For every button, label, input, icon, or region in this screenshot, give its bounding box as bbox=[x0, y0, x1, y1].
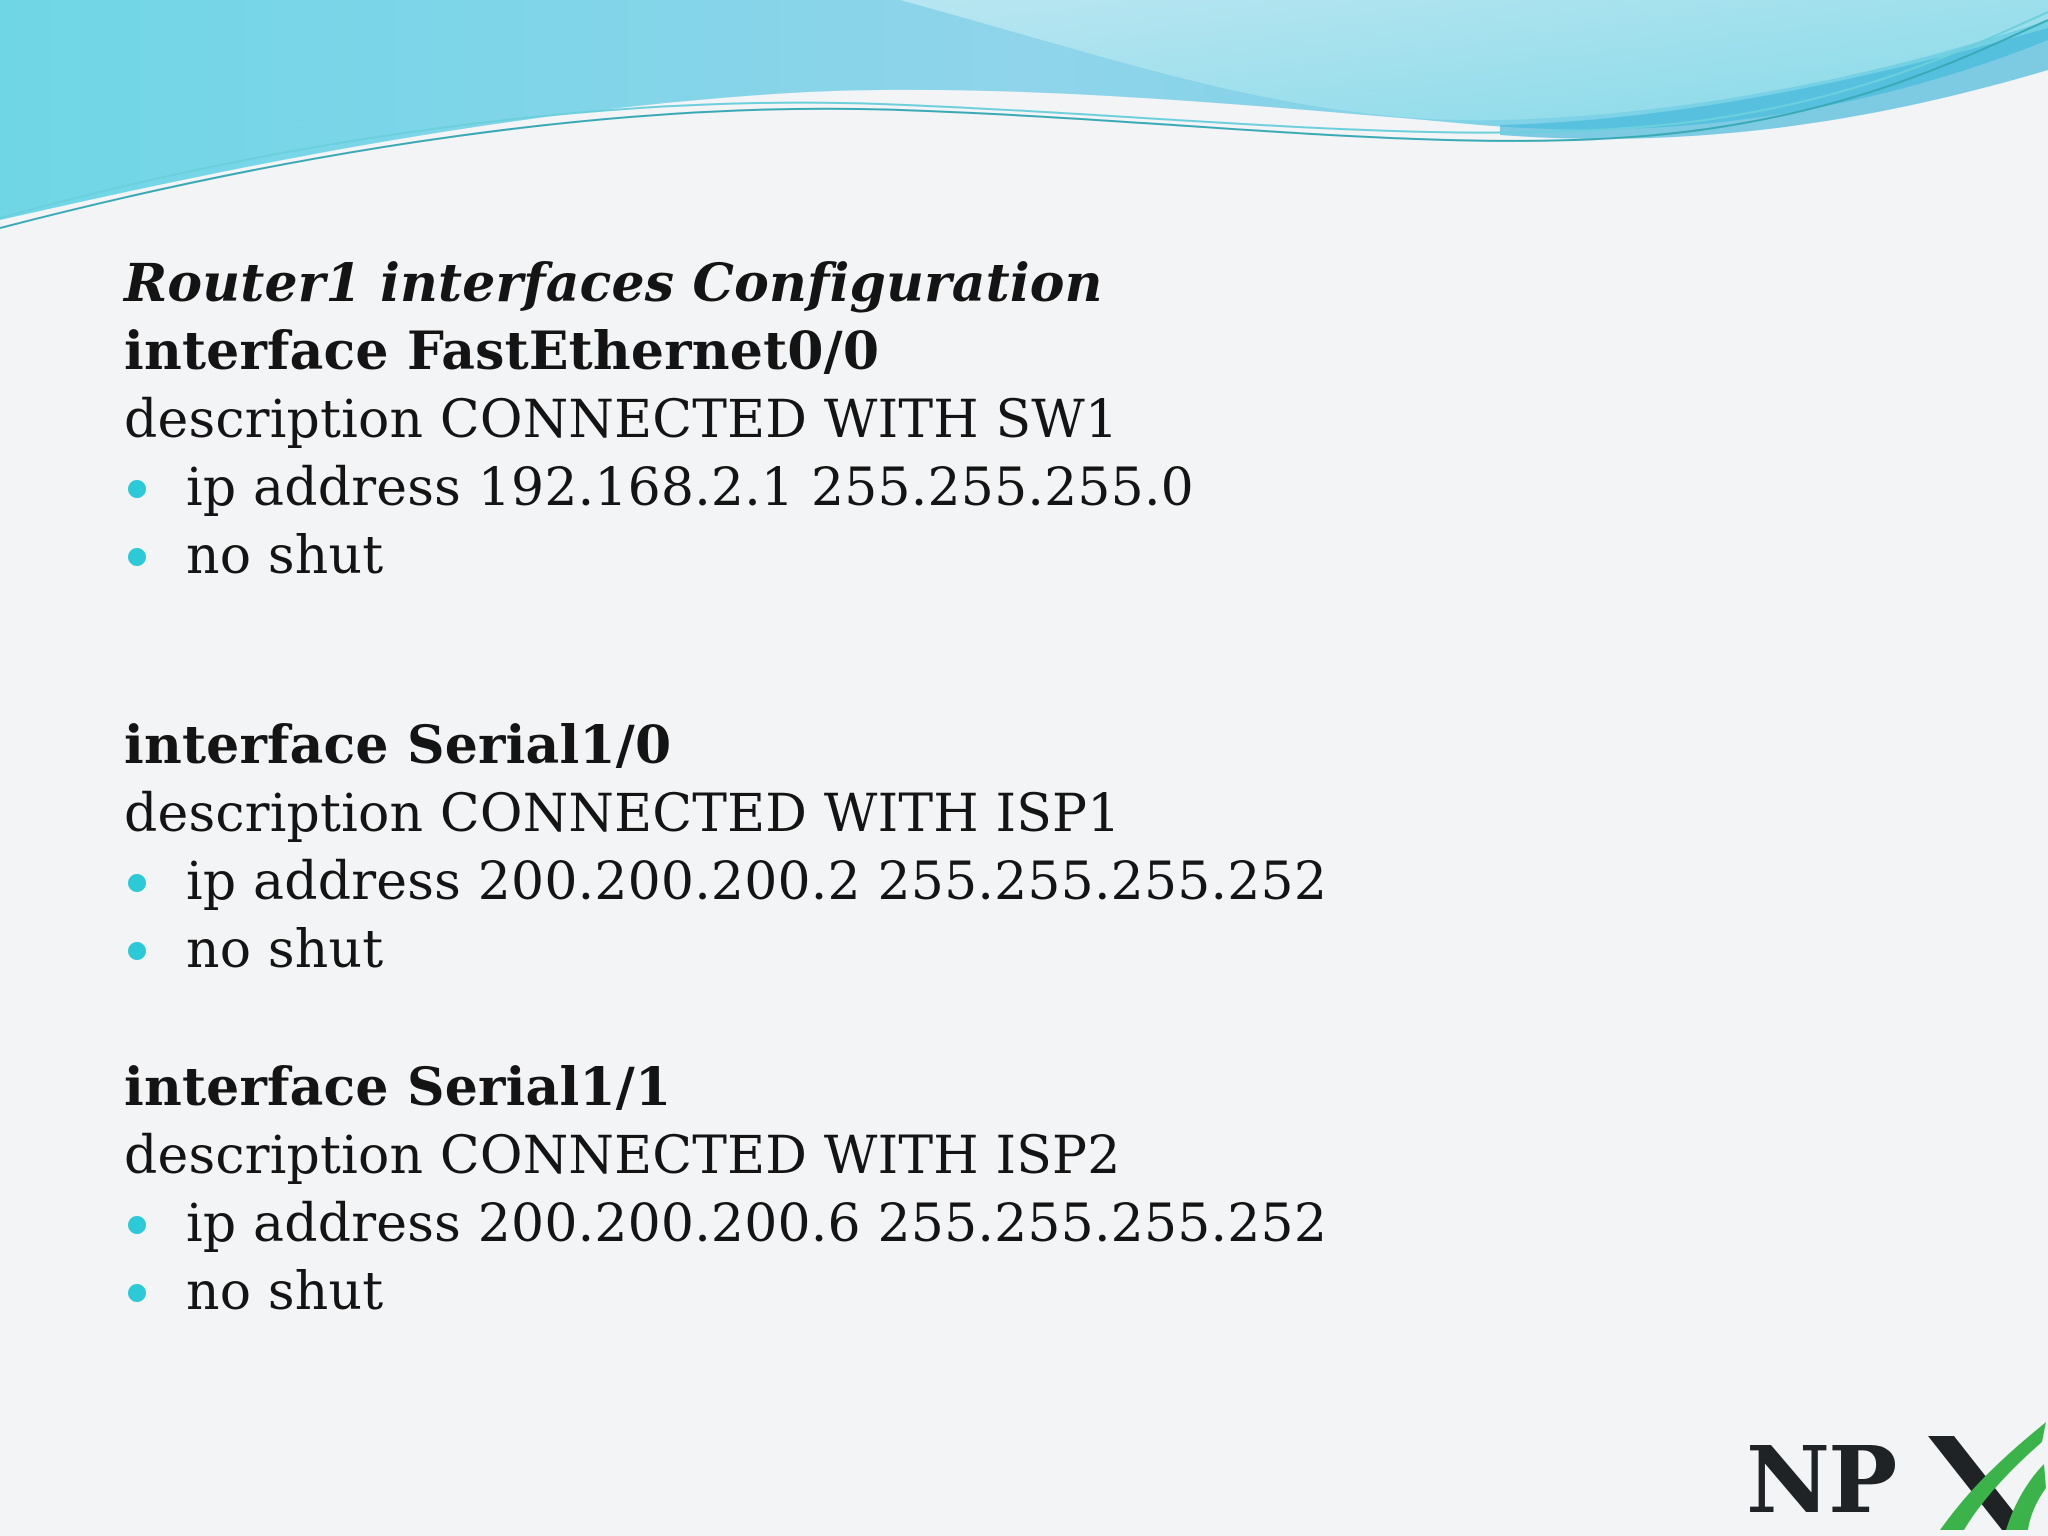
bullet-item bbox=[124, 1258, 1624, 1326]
logo-x-icon bbox=[1910, 1418, 2048, 1536]
section-description: description CONNECTED WITH ISP2 bbox=[124, 1126, 1121, 1186]
bullet-text: no shut bbox=[186, 1262, 384, 1322]
section-description: description CONNECTED WITH ISP1 bbox=[124, 784, 1121, 844]
section-description: description CONNECTED WITH SW1 bbox=[124, 390, 1119, 450]
section-heading: interface FastEthernet0/0 bbox=[124, 321, 880, 382]
bullet-text: no shut bbox=[186, 920, 384, 980]
bullet-text: ip address 192.168.2.1 255.255.255.0 bbox=[186, 458, 1194, 518]
bullet-dot-icon bbox=[128, 942, 146, 960]
logo-text: NP bbox=[1746, 1426, 1896, 1534]
bullet-item bbox=[124, 916, 1624, 984]
slide-content bbox=[124, 250, 1624, 1326]
section-heading: interface Serial1/0 bbox=[124, 715, 672, 776]
bullet-dot-icon bbox=[128, 874, 146, 892]
bullet-item bbox=[124, 454, 1624, 522]
bullet-dot-icon bbox=[128, 548, 146, 566]
bullet-dot-icon bbox=[128, 1216, 146, 1234]
bullet-text: ip address 200.200.200.6 255.255.255.252 bbox=[186, 1194, 1328, 1254]
bullet-text: no shut bbox=[186, 526, 384, 586]
bullet-dot-icon bbox=[128, 1284, 146, 1302]
slide-title: Router1 interfaces Configuration bbox=[124, 253, 1103, 314]
spacer bbox=[124, 984, 1624, 1054]
header-wave-decoration bbox=[0, 0, 2048, 240]
bullet-dot-icon bbox=[128, 480, 146, 498]
spacer bbox=[124, 590, 1624, 712]
bullet-text: ip address 200.200.200.2 255.255.255.252 bbox=[186, 852, 1328, 912]
section-heading: interface Serial1/1 bbox=[124, 1057, 672, 1118]
bullet-item bbox=[124, 848, 1624, 916]
bullet-item bbox=[124, 1190, 1624, 1258]
npx-logo bbox=[1742, 1418, 2048, 1536]
bullet-item bbox=[124, 522, 1624, 590]
